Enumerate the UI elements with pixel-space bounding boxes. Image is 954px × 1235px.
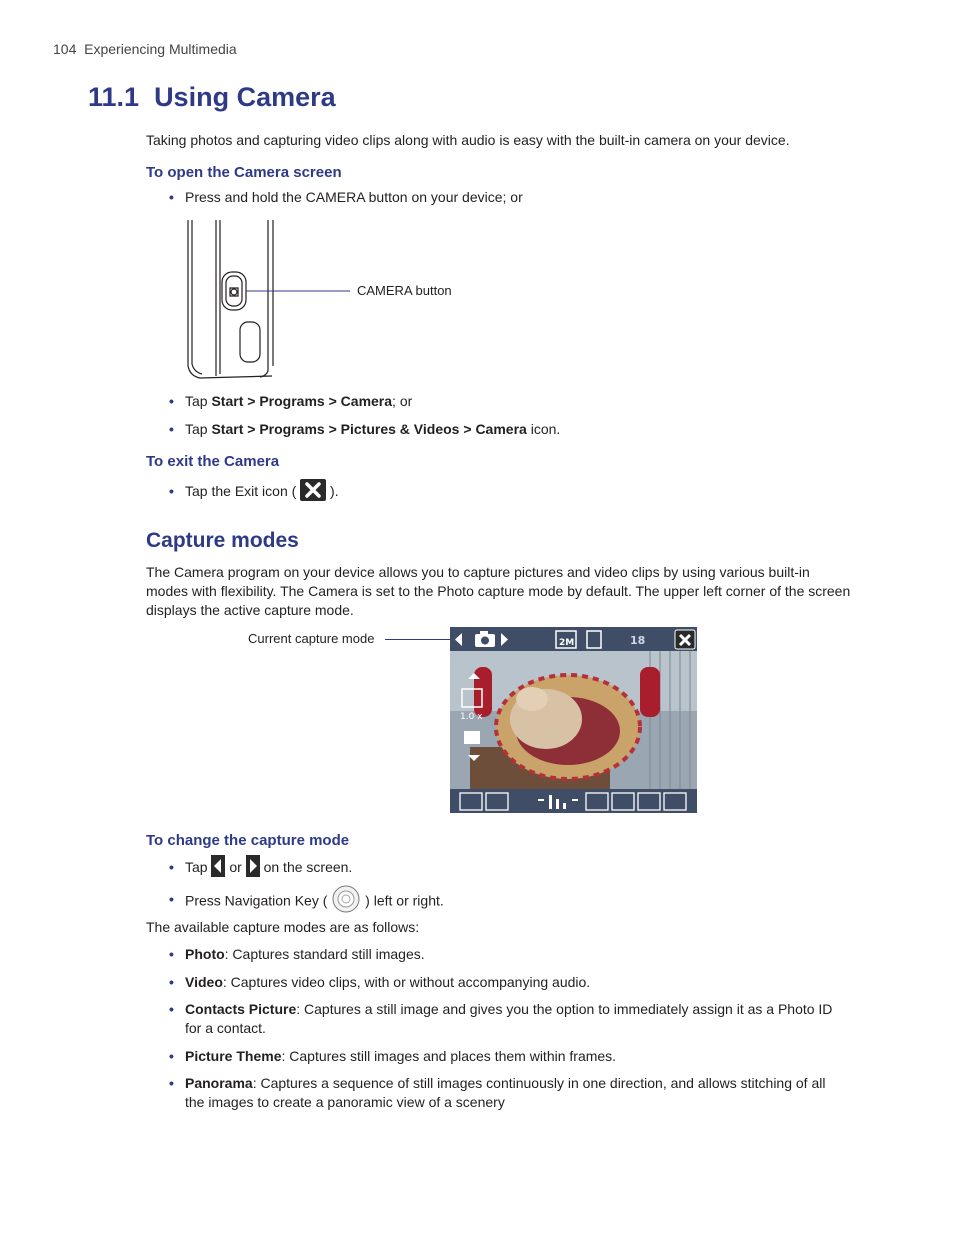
list-item: • Photo: Captures standard still images.	[169, 946, 425, 962]
heading-open-camera: To open the Camera screen	[146, 164, 342, 181]
sep: >	[243, 421, 260, 437]
mode-desc: : Captures standard still images.	[224, 946, 425, 962]
sep: >	[324, 393, 341, 409]
text: Tap	[185, 421, 212, 437]
left-arrow-icon	[211, 855, 225, 877]
list-item: • Tap Start > Programs > Pictures & Videos > Camera icon.	[169, 421, 561, 437]
section-name: Experiencing Multimedia	[84, 41, 237, 57]
menu-start: Start	[211, 393, 244, 409]
heading-exit-camera: To exit the Camera	[146, 453, 280, 470]
heading-change-mode: To change the capture mode	[146, 832, 350, 849]
mode-name: Panorama	[185, 1075, 253, 1091]
menu-programs: Programs	[259, 393, 325, 409]
camera-button-figure	[180, 216, 480, 384]
menu-programs: Programs	[259, 421, 325, 437]
page-title: 11.1 Using Camera	[88, 82, 336, 112]
list-item: • Panorama: Captures a sequence of still images continuously in one direction, and allows stitching of all the images to create a panoramic view of a scenery	[169, 1075, 826, 1110]
navigation-key-icon	[331, 884, 361, 914]
paragraph-line: displays the active capture mode.	[146, 602, 354, 618]
text: Tap the Exit icon (	[185, 483, 301, 499]
list-item: • Video: Captures video clips, with or without accompanying audio.	[169, 974, 591, 990]
list-item: • Tap the Exit icon ( ).	[185, 482, 339, 501]
mode-name: Picture Theme	[185, 1048, 282, 1064]
paragraph-line: modes with flexibility. The Camera is set to the Photo capture mode by default. The upper left corner of the screen	[146, 583, 851, 599]
shot-counter: 18	[630, 634, 646, 647]
text: Tap	[185, 859, 212, 875]
list-item: • Tap or on the screen.	[185, 858, 352, 877]
camera-screen-figure	[450, 627, 697, 813]
menu-camera: Camera	[340, 393, 393, 409]
text: icon.	[526, 421, 561, 437]
mode-desc: the images to create a panoramic view of a scenery	[185, 1094, 505, 1110]
sep: >	[243, 393, 260, 409]
list-item: • Press Navigation Key ( ) left or right.	[185, 890, 444, 914]
mode-desc: for a contact.	[185, 1020, 266, 1036]
camera-side-icon	[188, 220, 273, 378]
zoom-level: 1.0 x	[460, 712, 483, 722]
menu-pictures-videos: Pictures & Videos	[340, 421, 460, 437]
list-item-text: Press and hold the CAMERA button on your device; or	[185, 189, 523, 205]
list-item: • Contacts Picture: Captures a still image and gives you the option to immediately assign it as a Photo ID for a contact.	[169, 1001, 833, 1036]
text: on the screen.	[259, 859, 353, 875]
mode-desc: : Captures still images and places them within frames.	[281, 1048, 617, 1064]
intro-paragraph: Taking photos and capturing video clips along with audio is easy with the built-in camera on your device.	[146, 132, 790, 148]
text: ) left or right.	[361, 892, 444, 909]
mode-name: Photo	[185, 946, 225, 962]
exit-icon	[300, 479, 326, 501]
right-arrow-icon	[246, 855, 260, 877]
sep: >	[324, 421, 341, 437]
current-mode-label: Current capture mode	[248, 631, 375, 646]
menu-camera: Camera	[475, 421, 527, 437]
text: ; or	[392, 393, 413, 409]
page-number: 104	[53, 41, 77, 57]
text: ).	[326, 483, 339, 499]
running-header	[53, 41, 237, 57]
list-item: • Press and hold the CAMERA button on your device; or	[169, 189, 523, 205]
mode-name: Contacts Picture	[185, 1001, 297, 1017]
text: or	[225, 859, 246, 875]
capture-modes-paragraph	[146, 563, 850, 620]
text: Tap	[185, 393, 212, 409]
resolution-badge: 2M	[559, 638, 575, 648]
paragraph-line: The Camera program on your device allows you to capture pictures and video clips by using various built-in	[146, 564, 810, 580]
list-item: • Tap Start > Programs > Camera; or	[169, 393, 413, 409]
mode-desc: : Captures a sequence of still images continuously in one direction, and allows stitching of all	[252, 1075, 826, 1091]
mode-desc: : Captures video clips, with or without accompanying audio.	[222, 974, 591, 990]
list-item: • Picture Theme: Captures still images and places them within frames.	[169, 1048, 617, 1064]
menu-start: Start	[211, 421, 244, 437]
mode-desc: : Captures a still image and gives you the option to immediately assign it as a Photo ID	[296, 1001, 833, 1017]
callout-line	[385, 639, 451, 640]
heading-capture-modes: Capture modes	[146, 529, 299, 552]
camera-button-label: CAMERA button	[357, 283, 452, 298]
mode-name: Video	[185, 974, 223, 990]
sep: >	[459, 421, 476, 437]
available-modes-intro: The available capture modes are as follows:	[146, 919, 420, 935]
text: Press Navigation Key (	[185, 892, 332, 909]
